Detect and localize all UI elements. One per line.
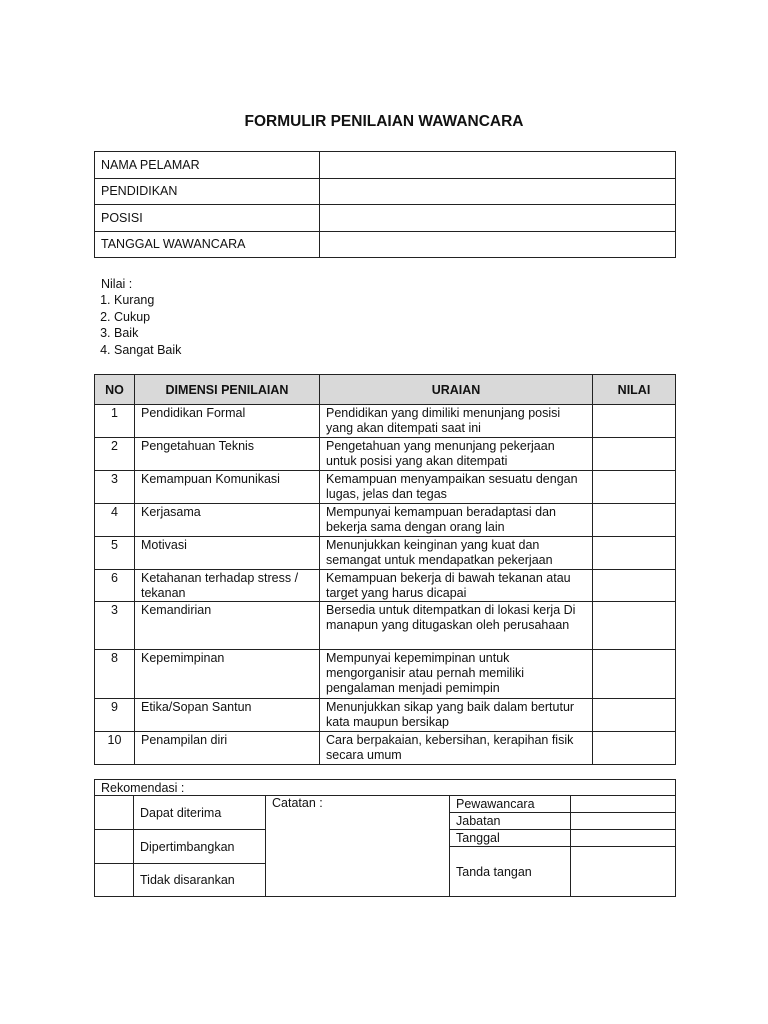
field-label: POSISI [95, 205, 320, 232]
field-label: TANGGAL WAWANCARA [95, 231, 320, 258]
row-dimension: Motivasi [135, 537, 320, 570]
scale-item: 4. Sangat Baik [114, 342, 181, 358]
score-cell[interactable] [593, 504, 676, 537]
row-description: Pendidikan yang dimiliki menunjang posisi yang akan ditempati saat ini [320, 405, 593, 438]
table-row [95, 732, 676, 765]
row-description: Cara berpakaian, kebersihan, kerapihan fisik secara umum [320, 732, 593, 765]
scale-item: 1. Kurang [114, 292, 181, 308]
table-row [95, 438, 676, 471]
row-description: Mempunyai kemampuan beradaptasi dan bekerja sama dengan orang lain [320, 504, 593, 537]
signoff-label: Pewawancara [450, 796, 571, 813]
option-label: Dipertimbangkan [134, 830, 266, 864]
assessment-table [94, 374, 676, 765]
table-row [95, 570, 676, 602]
rating-scale-heading: Nilai : [101, 277, 133, 291]
col-header-description: URAIAN [320, 375, 593, 405]
row-number: 8 [95, 650, 135, 699]
row-dimension: Pendidikan Formal [135, 405, 320, 438]
position-field[interactable] [320, 205, 676, 232]
applicant-row-position [95, 205, 676, 232]
scale-item: 2. Cukup [114, 309, 181, 325]
education-field[interactable] [320, 178, 676, 205]
row-description: Menunjukkan keinginan yang kuat dan semangat untuk mendapatkan pekerjaan [320, 537, 593, 570]
table-row [95, 405, 676, 438]
interview-date-field[interactable] [320, 231, 676, 258]
recommend-consider-checkbox[interactable] [95, 830, 134, 864]
interviewer-field[interactable] [571, 796, 676, 813]
job-title-field[interactable] [571, 813, 676, 830]
row-number: 1 [95, 405, 135, 438]
recommendation-table [94, 779, 676, 897]
row-number: 2 [95, 438, 135, 471]
col-header-score: NILAI [593, 375, 676, 405]
score-cell[interactable] [593, 537, 676, 570]
notes-box[interactable] [266, 796, 450, 897]
assessment-header-row [95, 375, 676, 405]
row-dimension: Pengetahuan Teknis [135, 438, 320, 471]
score-cell[interactable] [593, 570, 676, 602]
row-number: 5 [95, 537, 135, 570]
applicant-row-date [95, 231, 676, 258]
recommendation-heading: Rekomendasi : [95, 780, 676, 796]
row-description: Kemampuan bekerja di bawah tekanan atau target yang harus dicapai [320, 570, 593, 602]
row-number: 6 [95, 570, 135, 602]
row-number: 3 [95, 471, 135, 504]
signoff-label: Tanda tangan [450, 847, 571, 897]
field-label: NAMA PELAMAR [95, 152, 320, 179]
row-dimension: Kemampuan Komunikasi [135, 471, 320, 504]
row-number: 10 [95, 732, 135, 765]
row-description: Menunjukkan sikap yang baik dalam bertutur kata maupun bersikap [320, 699, 593, 732]
applicant-name-field[interactable] [320, 152, 676, 179]
signoff-label: Jabatan [450, 813, 571, 830]
row-description: Mempunyai kepemimpinan untuk mengorganisir atau pernah memiliki pengalaman menjadi pemimpin [320, 650, 593, 699]
row-description: Pengetahuan yang menunjang pekerjaan untuk posisi yang akan ditempati [320, 438, 593, 471]
score-cell[interactable] [593, 405, 676, 438]
score-cell[interactable] [593, 650, 676, 699]
row-description: Kemampuan menyampaikan sesuatu dengan lugas, jelas dan tegas [320, 471, 593, 504]
rating-scale-list [101, 292, 181, 358]
table-row [95, 699, 676, 732]
option-label: Dapat diterima [134, 796, 266, 830]
notes-label: Catatan : [272, 796, 323, 810]
applicant-info-table [94, 151, 676, 258]
row-dimension: Kemandirian [135, 602, 320, 650]
row-number: 4 [95, 504, 135, 537]
applicant-row-name [95, 152, 676, 179]
col-header-dimension: DIMENSI PENILAIAN [135, 375, 320, 405]
rating-scale [101, 276, 181, 358]
row-dimension: Etika/Sopan Santun [135, 699, 320, 732]
table-row [95, 537, 676, 570]
date-field[interactable] [571, 830, 676, 847]
score-cell[interactable] [593, 471, 676, 504]
scale-item: 3. Baik [114, 325, 181, 341]
score-cell[interactable] [593, 699, 676, 732]
row-number: 9 [95, 699, 135, 732]
recommend-reject-checkbox[interactable] [95, 864, 134, 897]
score-cell[interactable] [593, 602, 676, 650]
table-row [95, 650, 676, 699]
signature-field[interactable] [571, 847, 676, 897]
table-row [95, 471, 676, 504]
row-dimension: Penampilan diri [135, 732, 320, 765]
score-cell[interactable] [593, 732, 676, 765]
option-label: Tidak disarankan [134, 864, 266, 897]
col-header-no: NO [95, 375, 135, 405]
table-row [95, 602, 676, 650]
table-row [95, 504, 676, 537]
score-cell[interactable] [593, 438, 676, 471]
recommend-accept-checkbox[interactable] [95, 796, 134, 830]
row-number: 3 [95, 602, 135, 650]
row-dimension: Ketahanan terhadap stress / tekanan [135, 570, 320, 602]
signoff-label: Tanggal [450, 830, 571, 847]
row-description: Bersedia untuk ditempatkan di lokasi kerja Di manapun yang ditugaskan oleh perusahaan [320, 602, 593, 650]
applicant-row-education [95, 178, 676, 205]
row-dimension: Kepemimpinan [135, 650, 320, 699]
row-dimension: Kerjasama [135, 504, 320, 537]
field-label: PENDIDIKAN [95, 178, 320, 205]
form-title: FORMULIR PENILAIAN WAWANCARA [244, 113, 524, 130]
